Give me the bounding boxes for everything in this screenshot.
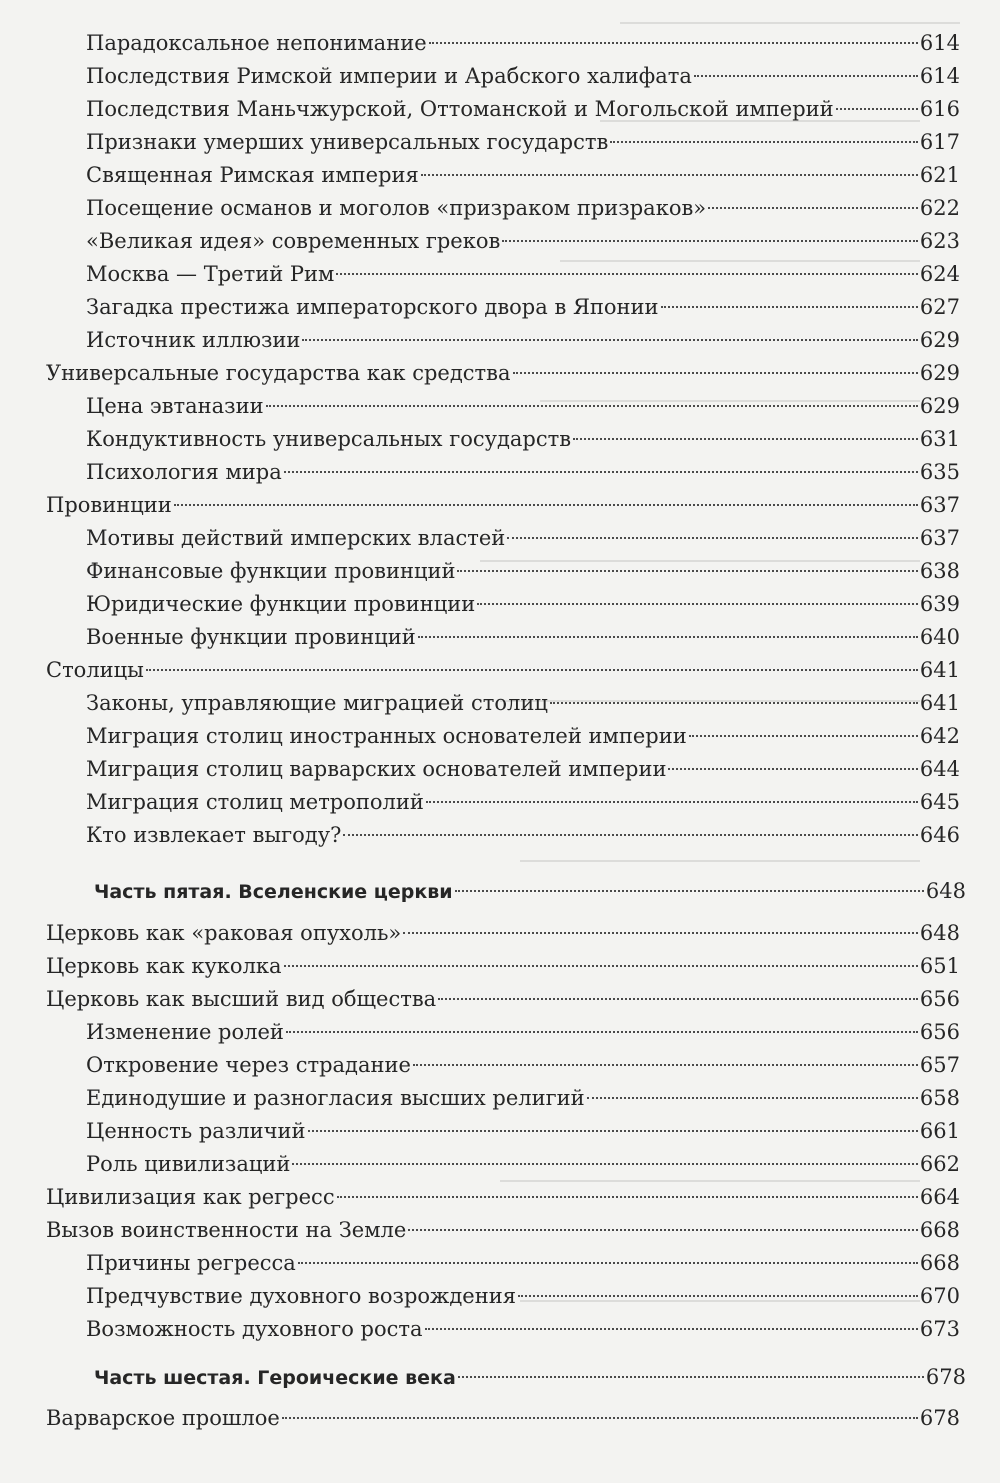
dot-leader <box>507 537 918 539</box>
toc-entry-title: Изменение ролей <box>86 1020 284 1044</box>
toc-entry-page: 642 <box>919 724 960 748</box>
toc-entry-page: 668 <box>919 1218 960 1242</box>
toc-entry[interactable] <box>86 1281 960 1311</box>
toc-section-title: Церковь как куколка <box>46 954 282 978</box>
toc-entry[interactable] <box>86 1149 960 1179</box>
toc-part-title: Часть пятая. Вселенские церкви <box>94 881 453 903</box>
toc-entry-page: 641 <box>919 658 960 682</box>
dot-leader <box>455 890 924 892</box>
toc-entry[interactable] <box>86 325 960 355</box>
toc-entry-page: 645 <box>919 790 960 814</box>
toc-entry[interactable] <box>86 622 960 652</box>
toc-entry-page: 629 <box>919 361 960 385</box>
toc-entry[interactable] <box>86 787 960 817</box>
toc-section-title: Варварское прошлое <box>46 1406 280 1430</box>
toc-entry-title: Мотивы действий имперских властей <box>86 526 506 550</box>
toc-section[interactable] <box>46 984 960 1014</box>
dot-leader <box>266 405 918 407</box>
dot-leader <box>477 603 918 605</box>
dot-leader <box>336 273 918 275</box>
toc-entry[interactable] <box>86 589 960 619</box>
toc-entry-title: Посещение османов и моголов «призраком призраков» <box>86 196 707 220</box>
toc-entry[interactable] <box>86 292 960 322</box>
toc-entry-title: Причины регресса <box>86 1251 296 1275</box>
dot-leader <box>298 1262 918 1264</box>
dot-leader <box>284 471 918 473</box>
toc-entry-page: 623 <box>919 229 960 253</box>
dot-leader <box>343 834 918 836</box>
toc-entry[interactable] <box>86 160 960 190</box>
dot-leader <box>708 207 918 209</box>
toc-entry-page: 635 <box>919 460 960 484</box>
dot-leader <box>502 240 918 242</box>
toc-entry-page: 637 <box>919 526 960 550</box>
toc-entry[interactable] <box>86 424 960 454</box>
toc-entry-page: 640 <box>919 625 960 649</box>
toc-section[interactable] <box>46 951 960 981</box>
toc-entry-page: 617 <box>919 130 960 154</box>
dot-leader <box>292 1163 918 1165</box>
toc-section-title: Цивилизация как регресс <box>46 1185 335 1209</box>
toc-entry[interactable] <box>86 1083 960 1113</box>
dot-leader <box>661 306 918 308</box>
dot-leader <box>174 504 918 506</box>
toc-section[interactable] <box>46 1215 960 1245</box>
dot-leader <box>587 1097 918 1099</box>
toc-entry-title: Предчувствие духовного возрождения <box>86 1284 516 1308</box>
dot-leader <box>286 1031 918 1033</box>
toc-entry-page: 648 <box>925 879 966 903</box>
dot-leader <box>836 108 918 110</box>
toc-entry-title: Кто извлекает выгоду? <box>86 823 342 847</box>
toc-section[interactable] <box>46 358 960 388</box>
toc-section[interactable] <box>46 1403 960 1433</box>
toc-part-title: Часть шестая. Героические века <box>94 1367 456 1389</box>
toc-entry-title: Признаки умерших универсальных государств <box>86 130 609 154</box>
toc-entry-title: Законы, управляющие миграцией столиц <box>86 691 548 715</box>
dot-leader <box>458 1376 924 1378</box>
toc-part-heading[interactable] <box>94 876 966 906</box>
dot-leader <box>610 141 918 143</box>
toc-entry[interactable] <box>86 1248 960 1278</box>
toc-entry-page: 638 <box>919 559 960 583</box>
toc-entry-page: 627 <box>919 295 960 319</box>
dot-leader <box>418 636 918 638</box>
toc-entry-title: Кондуктивность универсальных государств <box>86 427 572 451</box>
toc-entry-page: 639 <box>919 592 960 616</box>
dot-leader <box>513 372 918 374</box>
toc-entry-page: 664 <box>919 1185 960 1209</box>
toc-entry-title: Ценность различий <box>86 1119 306 1143</box>
toc-entry-page: 651 <box>919 954 960 978</box>
toc-entry[interactable] <box>86 556 960 586</box>
toc-entry[interactable] <box>86 61 960 91</box>
toc-entry-title: Москва — Третий Рим <box>86 262 335 286</box>
toc-entry-title: Возможность духовного роста <box>86 1317 423 1341</box>
toc-entry-page: 646 <box>919 823 960 847</box>
dot-leader <box>302 339 917 341</box>
toc-entry-title: Последствия Римской империи и Арабского халифата <box>86 64 692 88</box>
dot-leader <box>550 702 918 704</box>
toc-entry-page: 637 <box>919 493 960 517</box>
dot-leader <box>689 735 918 737</box>
toc-entry-page: 657 <box>919 1053 960 1077</box>
dot-leader <box>421 174 918 176</box>
toc-entry[interactable] <box>86 1116 960 1146</box>
dot-leader <box>573 438 918 440</box>
toc-entry-page: 622 <box>919 196 960 220</box>
toc-entry-title: «Великая идея» современных греков <box>86 229 501 253</box>
dot-leader <box>337 1196 918 1198</box>
toc-entry-title: Юридические функции провинции <box>86 592 476 616</box>
dot-leader <box>413 1064 918 1066</box>
toc-section-title: Вызов воинственности на Земле <box>46 1218 407 1242</box>
dot-leader <box>429 42 918 44</box>
toc-entry-page: 629 <box>919 394 960 418</box>
dot-leader <box>282 1417 918 1419</box>
toc-section-title: Церковь как высший вид общества <box>46 987 437 1011</box>
toc-entry-title: Цена эвтаназии <box>86 394 264 418</box>
toc-entry[interactable] <box>86 688 960 718</box>
toc-entry-title: Военные функции провинций <box>86 625 416 649</box>
toc-part-heading[interactable] <box>94 1362 966 1392</box>
toc-section[interactable] <box>46 655 960 685</box>
toc-entry-title: Миграция столиц иностранных основателей империи <box>86 724 687 748</box>
toc-entry-page: 673 <box>919 1317 960 1341</box>
toc-entry-page: 621 <box>919 163 960 187</box>
toc-entry[interactable] <box>86 1017 960 1047</box>
toc-entry-title: Единодушие и разногласия высших религий <box>86 1086 585 1110</box>
toc-entry-title: Психология мира <box>86 460 282 484</box>
toc-entry-title: Роль цивилизаций <box>86 1152 291 1176</box>
toc-entry[interactable] <box>86 721 960 751</box>
dot-leader <box>308 1130 918 1132</box>
toc-entry[interactable] <box>86 754 960 784</box>
toc-entry-title: Священная Римская империя <box>86 163 419 187</box>
toc-entry[interactable] <box>86 226 960 256</box>
toc-entry-title: Миграция столиц метрополий <box>86 790 424 814</box>
toc-section-title: Универсальные государства как средства <box>46 361 511 385</box>
dot-leader <box>694 75 918 77</box>
toc-entry-title: Финансовые функции провинций <box>86 559 456 583</box>
dot-leader <box>146 669 918 671</box>
toc-entry-title: Источник иллюзии <box>86 328 301 352</box>
toc-entry-page: 661 <box>919 1119 960 1143</box>
toc-entry-page: 616 <box>919 97 960 121</box>
toc-entry-page: 662 <box>919 1152 960 1176</box>
toc-entry-title: Откровение через страдание <box>86 1053 411 1077</box>
toc-section-title: Столицы <box>46 658 144 682</box>
toc-entry-page: 648 <box>919 921 960 945</box>
toc-entry[interactable] <box>86 523 960 553</box>
toc-entry[interactable] <box>86 94 960 124</box>
dot-leader <box>408 1229 918 1231</box>
toc-entry[interactable] <box>86 391 960 421</box>
toc-entry-page: 614 <box>919 64 960 88</box>
toc-entry-page: 644 <box>919 757 960 781</box>
toc-entry[interactable] <box>86 820 960 850</box>
toc-entry-title: Загадка престижа императорского двора в Японии <box>86 295 659 319</box>
toc-entry[interactable] <box>86 193 960 223</box>
toc-entry-page: 670 <box>919 1284 960 1308</box>
toc-entry[interactable] <box>86 457 960 487</box>
toc-entry-title: Миграция столиц варварских основателей империи <box>86 757 667 781</box>
toc-entry-page: 678 <box>925 1365 966 1389</box>
dot-leader <box>457 570 917 572</box>
dot-leader <box>403 932 918 934</box>
toc-entry-page: 624 <box>919 262 960 286</box>
dot-leader <box>438 998 918 1000</box>
toc-entry[interactable] <box>86 28 960 58</box>
toc-entry[interactable] <box>86 127 960 157</box>
toc-entry-page: 656 <box>919 1020 960 1044</box>
dot-leader <box>518 1295 918 1297</box>
toc-entry-title: Парадоксальное непонимание <box>86 31 427 55</box>
dot-leader <box>425 1328 918 1330</box>
toc-section-title: Церковь как «раковая опухоль» <box>46 921 402 945</box>
toc-entry-page: 678 <box>919 1406 960 1430</box>
toc-section-title: Провинции <box>46 493 172 517</box>
dot-leader <box>284 965 918 967</box>
dot-leader <box>426 801 918 803</box>
toc-section[interactable] <box>46 1182 960 1212</box>
toc-entry-page: 614 <box>919 31 960 55</box>
toc-entry-page: 641 <box>919 691 960 715</box>
toc-entry-page: 658 <box>919 1086 960 1110</box>
toc-entry-page: 656 <box>919 987 960 1011</box>
toc-entry[interactable] <box>86 1050 960 1080</box>
toc-entry[interactable] <box>86 259 960 289</box>
toc-entry-page: 631 <box>919 427 960 451</box>
toc-entry[interactable] <box>86 1314 960 1344</box>
toc-entry-page: 668 <box>919 1251 960 1275</box>
toc-section[interactable] <box>46 490 960 520</box>
toc-entry-title: Последствия Маньчжурской, Оттоманской и Могольской империй <box>86 97 834 121</box>
toc-entry-page: 629 <box>919 328 960 352</box>
toc-section[interactable] <box>46 918 960 948</box>
dot-leader <box>668 768 917 770</box>
